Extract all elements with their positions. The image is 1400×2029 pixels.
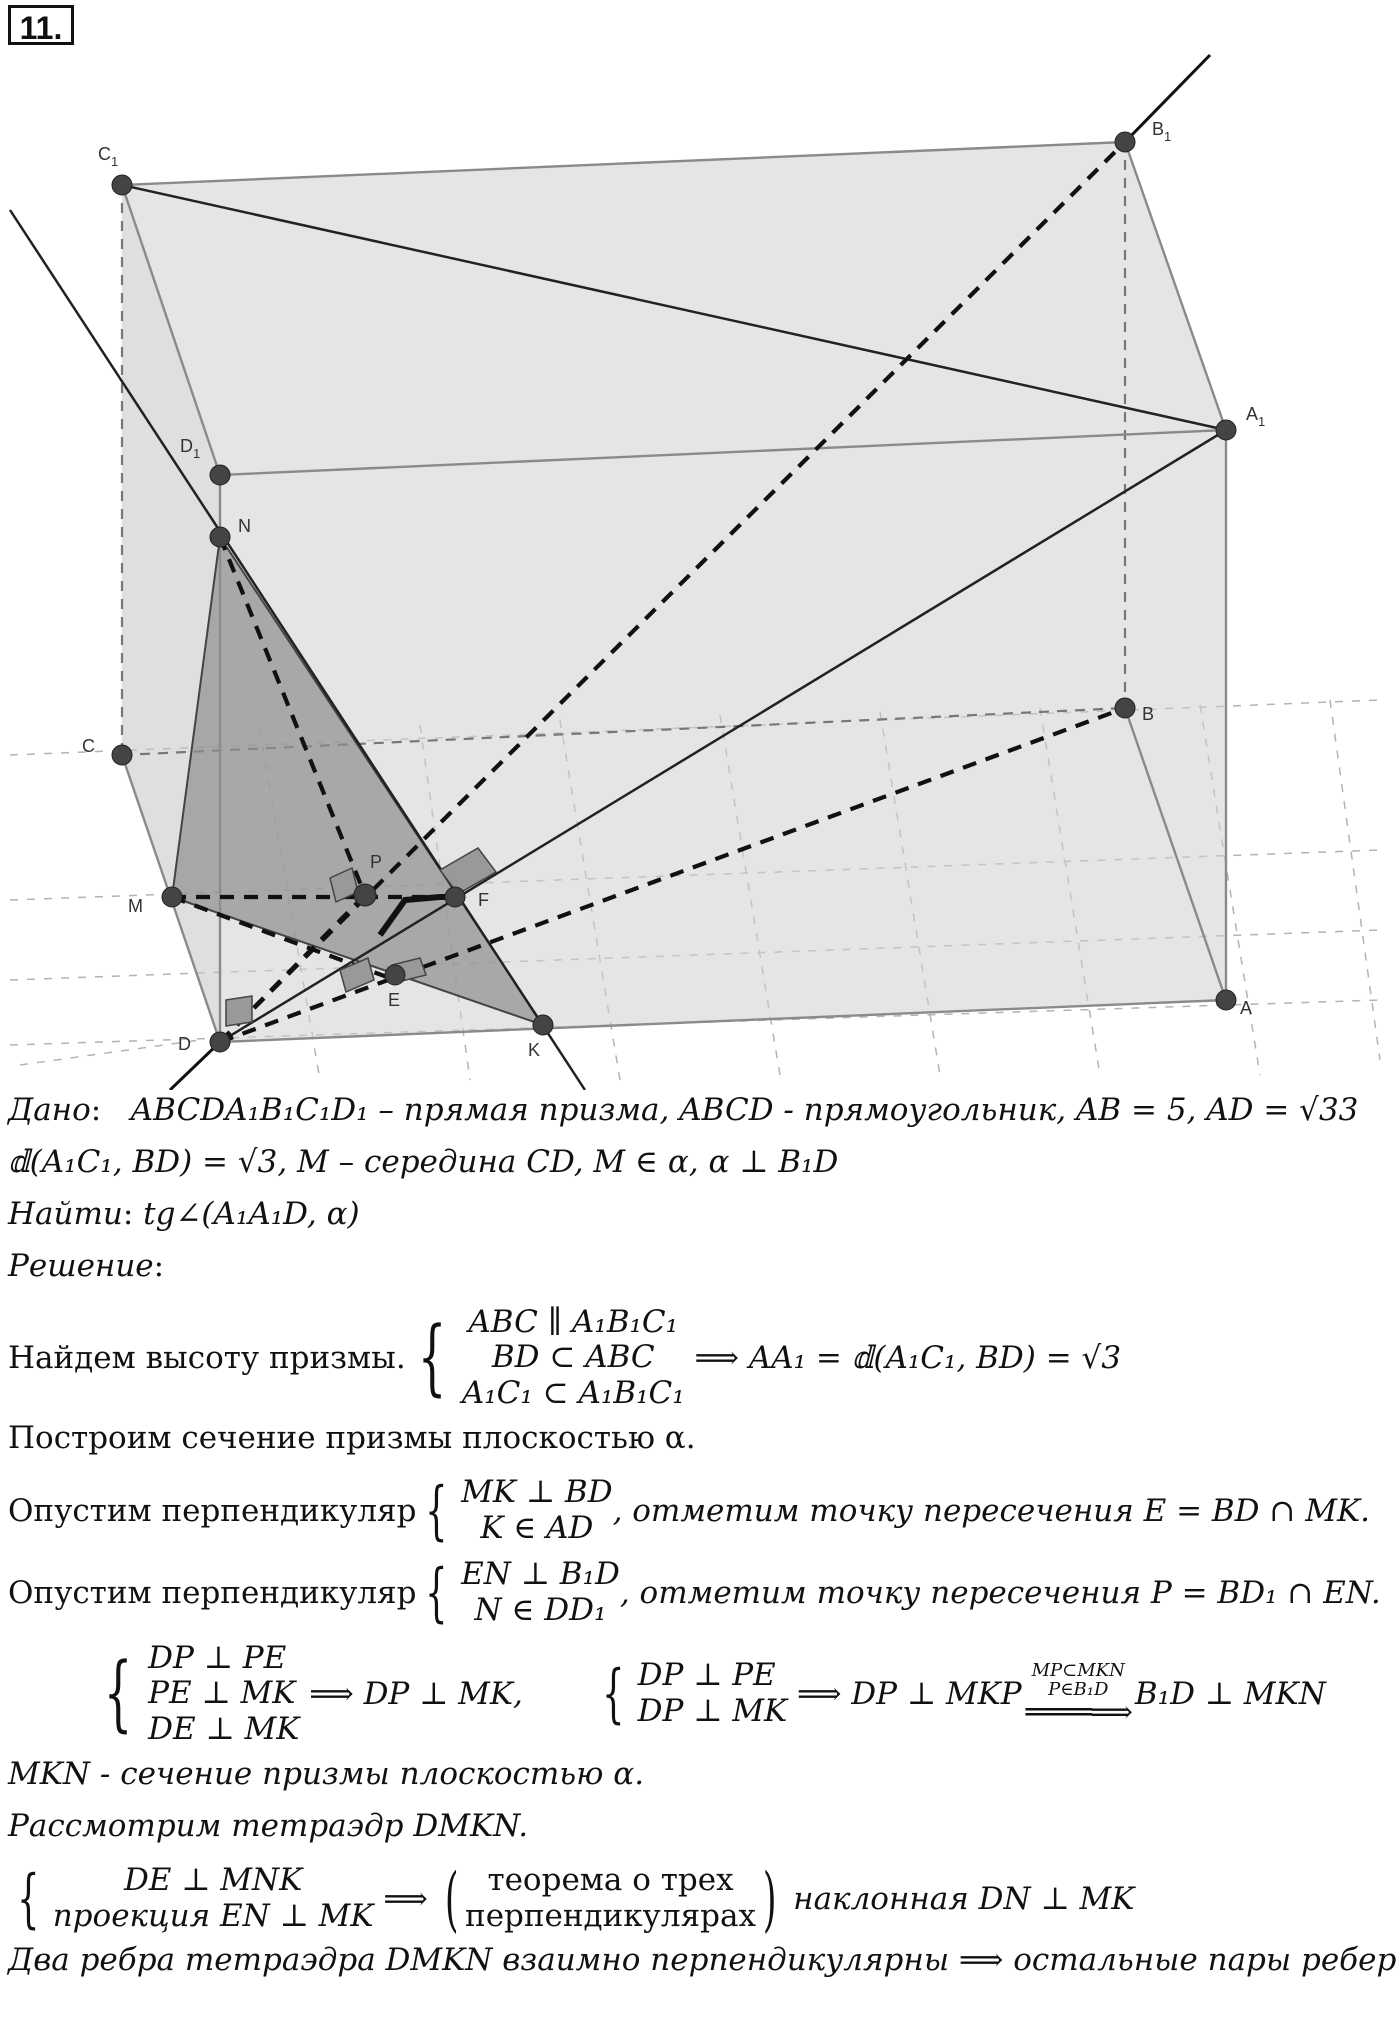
step-section-result: MKN - сечение призмы плоскостью α.: [8, 1756, 645, 1792]
label-C: C: [82, 736, 95, 756]
label-P: P: [370, 852, 383, 872]
label-E: E: [388, 990, 401, 1010]
given-line-2: 𝕕(A₁C₁, BD) = √3, M – середина CD, M ∈ α, α ⊥ B₁D: [8, 1144, 839, 1180]
solution-text: [8, 1090, 1397, 1992]
given-line-1: Дано: ABCDA₁B₁C₁D₁ – прямая призма, ABCD - прямоугольник, AB = 5, AD = √33: [8, 1092, 1359, 1128]
step-three-perpendiculars: { DE ⊥ MNK проекция EN ⊥ MK ⟹ ( теорема о трех перпендикулярах ) наклонная DN ⊥ MK: [17, 1858, 1135, 1940]
step-build-section: Построим сечение призмы плоскостью α.: [8, 1420, 696, 1456]
step-perpendicularity: { DP ⊥ PE PE ⊥ MK DE ⊥ MK ⟹ DP ⊥ MK, { DP ⊥ PE DP ⊥ MK ⟹ DP ⊥ MKP MP⊂MKN P∈B₁D ════⟹ B₁D ⊥ MKN: [103, 1639, 1326, 1747]
find-line: Найти: tg∠(A₁A₁D, α): [8, 1196, 360, 1232]
label-A1: $A_1$: [1246, 404, 1266, 429]
problem-number: 11.: [8, 5, 74, 45]
step-tetrahedron: Рассмотрим тетраэдр DMKN.: [8, 1808, 529, 1844]
label-A: A: [1240, 998, 1253, 1018]
step-perp-EN: Опустим перпендикуляр { EN ⊥ B₁D N ∈ DD₁ , отметим точку пересечения P = BD₁ ∩ EN.: [8, 1556, 1381, 1630]
label-K: K: [528, 1040, 541, 1060]
step-perp-MK: Опустим перпендикуляр { MK ⊥ BD K ∈ AD , отметим точку пересечения E = BD ∩ MK.: [8, 1474, 1370, 1548]
label-M: M: [128, 896, 143, 916]
label-D: D: [178, 1034, 191, 1054]
label-N: N: [238, 516, 251, 536]
solution-heading: Решение:: [8, 1248, 165, 1284]
step-conclusion: Два ребра тетраэдра DMKN взаимно перпендикулярны ⟹ остальные пары ребер: [8, 1942, 1397, 1978]
step-height: Найдем высоту призмы. { ABC ∥ A₁B₁C₁ BD ⊂ ABC A₁C₁ ⊂ A₁B₁C₁ ⟹ AA₁ = 𝕕(A₁C₁, BD) = √3: [8, 1303, 1122, 1411]
label-B1: $B_1$: [1152, 119, 1172, 144]
label-F: F: [478, 890, 489, 910]
label-C1: $C_1$: [98, 144, 119, 169]
label-B: B: [1142, 704, 1155, 724]
label-D1: $D_1$: [180, 436, 201, 461]
